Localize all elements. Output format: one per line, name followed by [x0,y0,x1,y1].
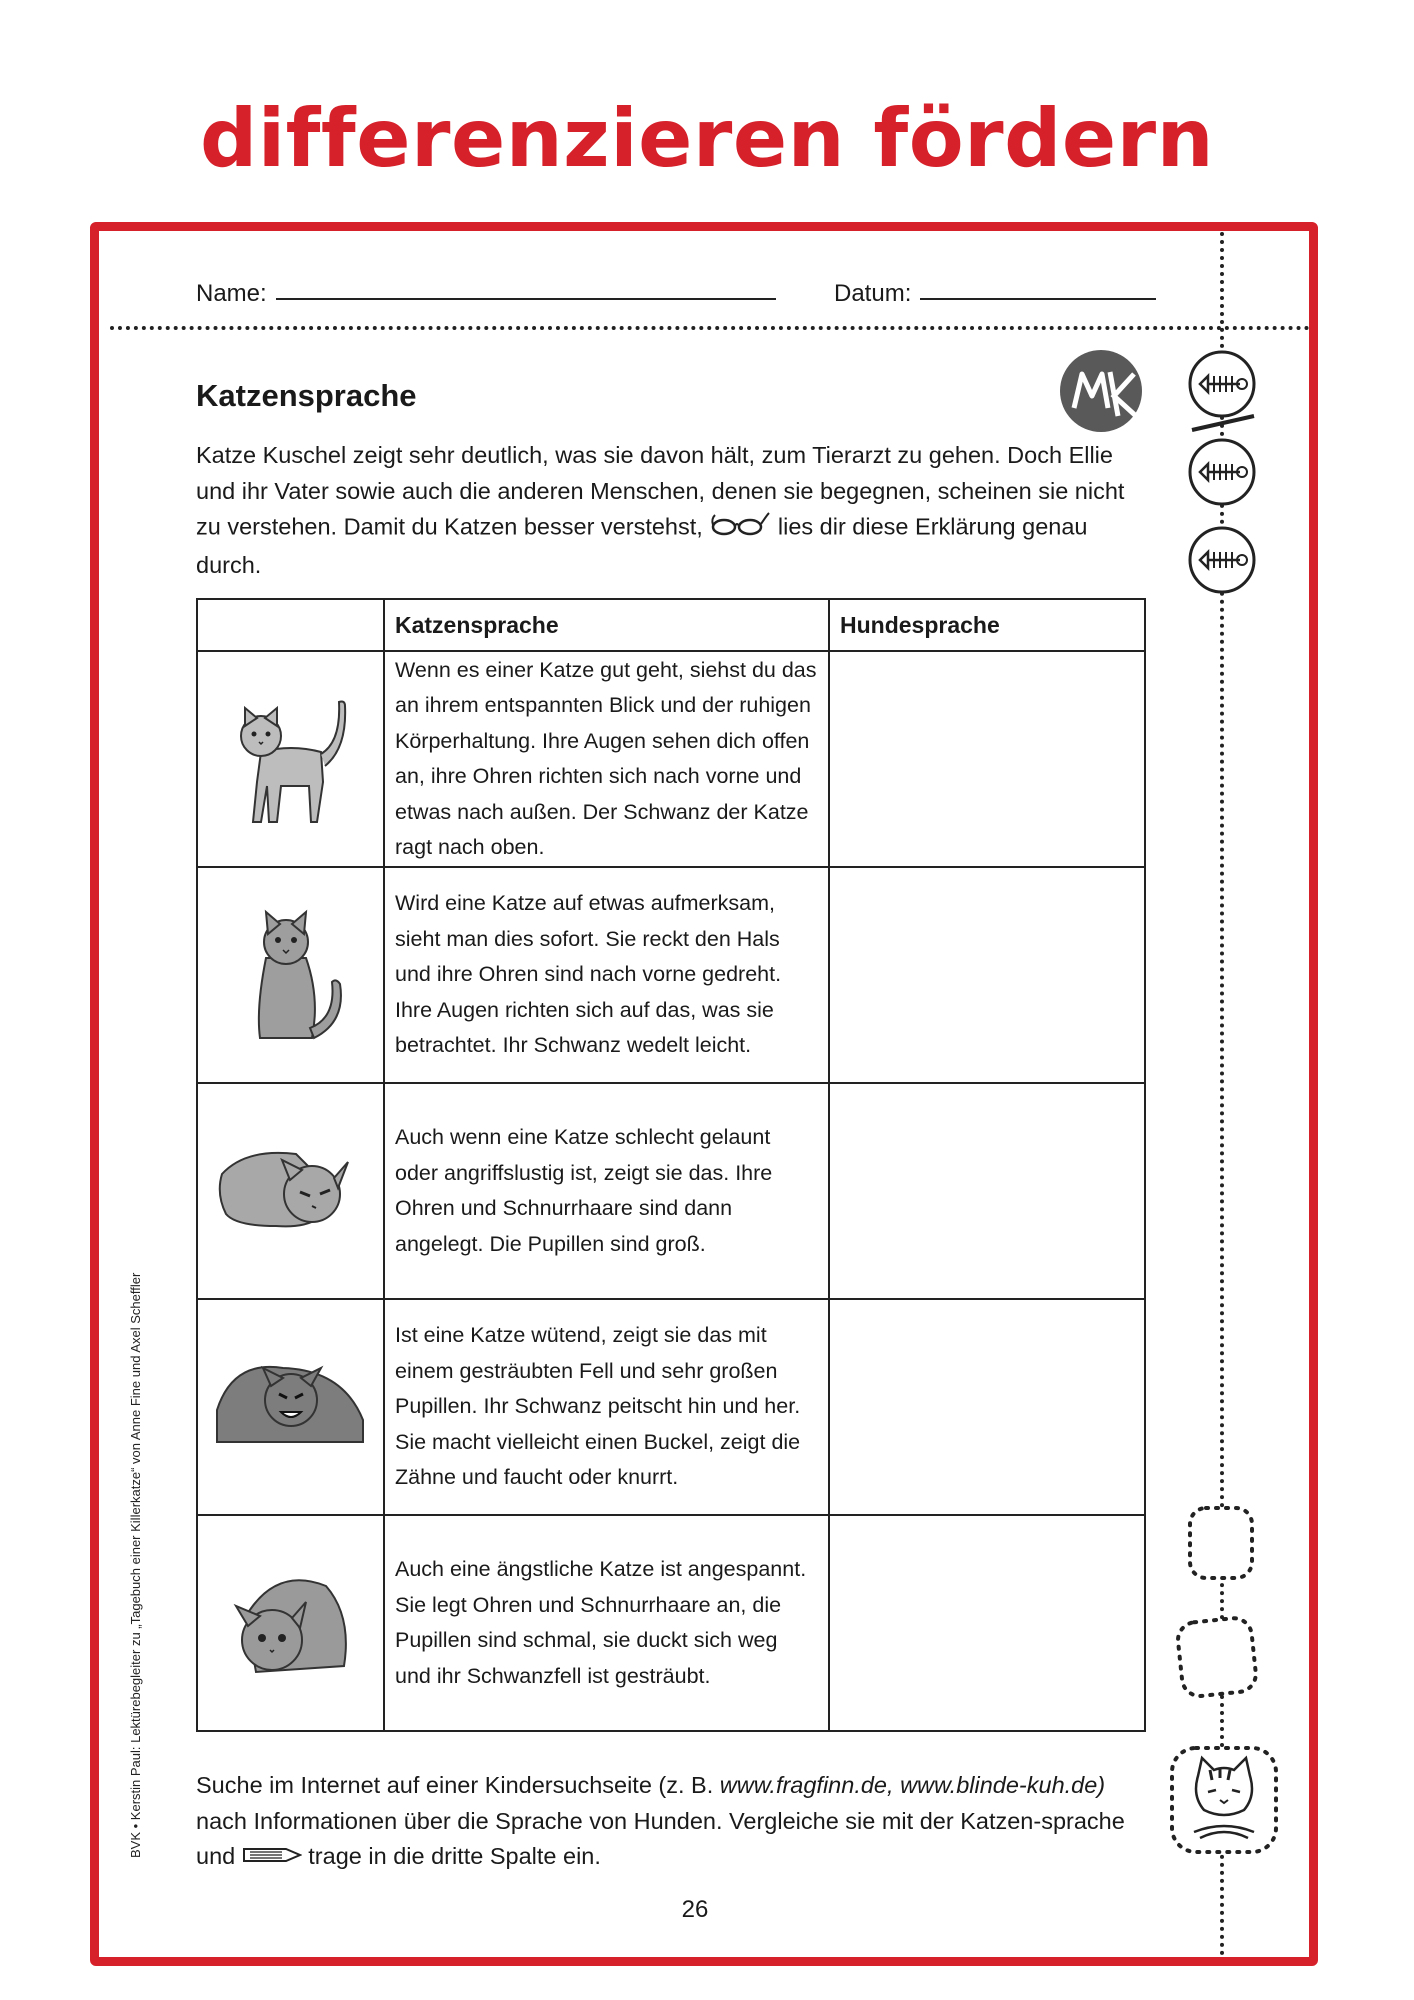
katzensprache-text: Wird eine Katze auf etwas aufmerksam, sieht man dies sofort. Sie reckt den Hals und ihre Ohren sind nach vorne gedreht. Ihre Augen richten sich auf das, was sie betrachtet. Ihr Schwanz wedelt leicht. [384,867,829,1083]
intro-text-1: Katze Kuschel zeigt sehr deutlich, was sie davon hält, zum Tierarzt zu gehen. Doch Ellie und ihr Vater sowie auch die anderen Menschen, denen sie begegnen, scheinen sie nicht zu verstehen. Damit du Katzen besser verstehst, [196,442,1125,540]
cat-standing-icon [221,682,361,832]
hundesprache-answer-cell[interactable] [829,651,1145,867]
table-row [197,867,1145,1083]
cat-hissing-icon [213,1350,369,1460]
date-field[interactable] [920,298,1156,300]
cat-image-cell [197,1515,384,1731]
hundesprache-answer-cell[interactable] [829,867,1145,1083]
page-number: 26 [681,1896,709,1923]
katzensprache-text: Ist eine Katze wütend, zeigt sie das mit einem gesträubten Fell und sehr großen Pupillen. Ihr Schwanz peitscht hin und her. Sie macht vielleicht einen Buckel, zeigt die Zähne und faucht oder knurrt. [384,1299,829,1515]
cat-image-cell [197,651,384,867]
intro-text-2: lies dir diese Erklärung genau durch. [196,513,1088,578]
footer-link-blinde-kuh[interactable]: www.blinde-kuh.de) [900,1772,1106,1798]
pencil-icon [242,1840,302,1876]
table-row [197,1515,1145,1731]
footer-link-fragfinn[interactable]: www.fragfinn.de, [719,1772,894,1798]
cat-lying-grumpy-icon [216,1134,366,1244]
footer-text-2: nach Informationen über die Sprache von Hunden. Vergleiche sie mit der Katzen-sprache und [196,1807,1125,1869]
hundesprache-answer-cell[interactable] [829,1083,1145,1299]
name-label: Name: [196,280,267,307]
footer-instructions [196,1768,1156,1876]
dotted-box-icon [1170,1610,1266,1711]
header-image-col [197,599,384,651]
cat-crouching-scared-icon [226,1556,356,1686]
fishbone-icon [1186,436,1258,513]
cat-image-cell [197,867,384,1083]
katzensprache-text: Auch eine ängstliche Katze ist angespannt. Sie legt Ohren und Schnurrhaare an, die Pupillen sind schmal, sie duckt sich weg und ihr Schwanzfell ist gesträubt. [384,1515,829,1731]
language-table [196,598,1146,1732]
table-row [197,651,1145,867]
katzensprache-text: Wenn es einer Katze gut geht, siehst du das an ihrem entspannten Blick und der ruhigen Körperhaltung. Ihre Augen sehen dich offen an, ihre Ohren richten sich nach vorne und etwas nach außen. Der Schwanz der Katze ragt nach oben. [384,651,829,867]
intro-paragraph [196,438,1146,583]
hundesprache-answer-cell[interactable] [829,1515,1145,1731]
name-field[interactable] [276,298,776,300]
header-title: differenzieren fördern [199,92,1215,185]
worksheet-title: Katzensprache [196,378,417,413]
footer-text-3: trage in die dritte Spalte ein. [308,1843,601,1869]
cat-image-cell [197,1299,384,1515]
header-hundesprache: Hundesprache [829,599,1145,651]
table-header-row [197,599,1145,651]
mk-logo [1060,350,1142,432]
fishbone-icon [1186,524,1258,601]
hundesprache-answer-cell[interactable] [829,1299,1145,1515]
cat-sitting-icon [236,898,346,1048]
cut-line-horizontal [110,326,1310,330]
cat-image-cell [197,1083,384,1299]
date-label: Datum: [834,280,912,307]
table-row [197,1083,1145,1299]
table-row [197,1299,1145,1515]
glasses-icon [709,509,771,548]
credit-text: BVK • Kerstin Paul: Lektürebegleiter zu „Tagebuch einer Killerkatze“ von Anne Fine und Axel Scheffler [128,1272,143,1858]
katzensprache-text: Auch wenn eine Katze schlecht gelaunt oder angriffslustig ist, zeigt sie das. Ihre Ohren und Schnurrhaare sind dann angelegt. Die Pupillen sind groß. [384,1083,829,1299]
header-katzensprache: Katzensprache [384,599,829,651]
cat-face-icon [1164,1740,1284,1865]
dotted-box-icon [1182,1500,1262,1595]
footer-text-1: Suche im Internet auf einer Kindersuchseite (z. B. [196,1772,714,1798]
